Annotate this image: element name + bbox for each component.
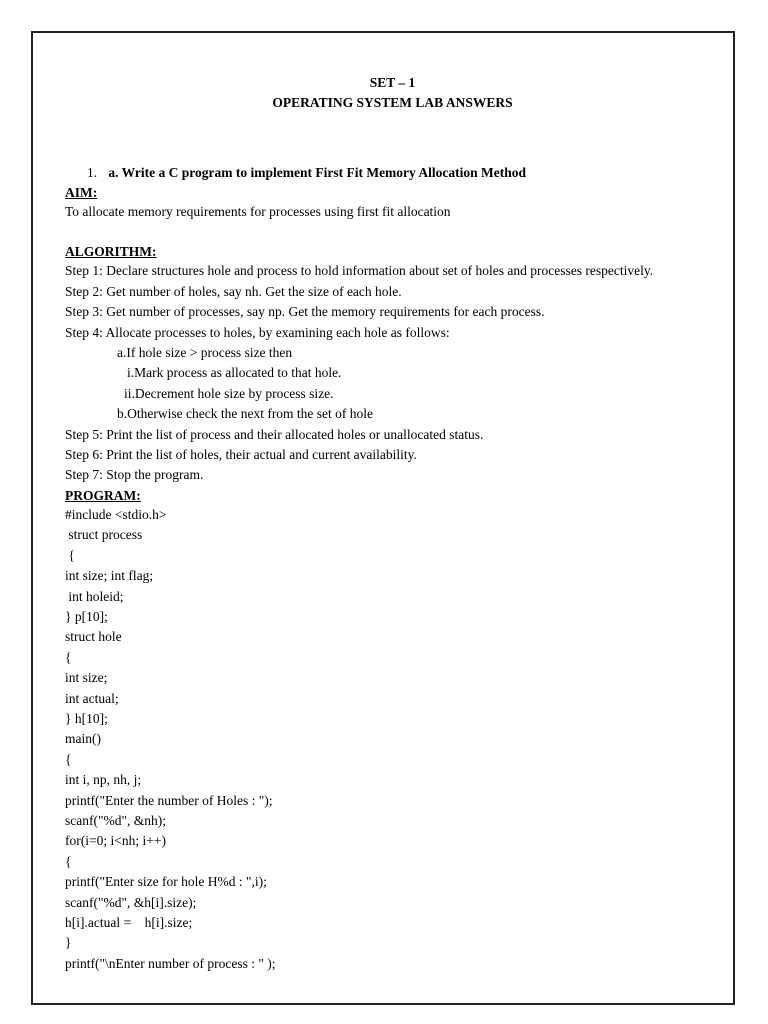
document-content: [65, 73, 720, 974]
code-line: int actual;: [65, 690, 119, 706]
code-line: } h[10];: [65, 710, 108, 726]
algorithm-step-1: Step 1: Declare structures hole and process to hold information about set of holes and processes respectively.: [65, 263, 654, 279]
algorithm-substep-i: i.Mark process as allocated to that hole.: [127, 365, 342, 381]
algorithm-step-7: Step 7: Stop the program.: [65, 467, 204, 483]
code-line: {: [65, 649, 72, 665]
set-title: SET – 1: [369, 75, 416, 90]
code-line: {: [65, 853, 72, 869]
question-text: a. Write a C program to implement First Fit Memory Allocation Method: [108, 165, 527, 180]
question-heading: [65, 163, 720, 183]
code-line: struct process: [65, 527, 143, 543]
code-line: h[i].actual = h[i].size;: [65, 915, 193, 930]
code-line: main(): [65, 731, 101, 747]
code-line: int size; int flag;: [65, 568, 154, 584]
question-number: 1.: [87, 165, 98, 180]
program-code-block: [65, 505, 720, 974]
section-spacer: [65, 222, 720, 242]
code-line: {: [65, 547, 75, 563]
code-line: printf("Enter the number of Holes : ");: [65, 792, 273, 808]
aim-text: To allocate memory requirements for processes using first fit allocation: [65, 204, 451, 219]
algorithm-step-5: Step 5: Print the list of process and their allocated holes or unallocated status.: [65, 426, 484, 442]
document-title: OPERATING SYSTEM LAB ANSWERS: [272, 95, 513, 110]
code-line: for(i=0; i<nh; i++): [65, 833, 166, 849]
aim-heading: AIM:: [65, 185, 98, 200]
algorithm-substep-b: b.Otherwise check the next from the set of hole: [117, 406, 374, 422]
algorithm-substep-ii: ii.Decrement hole size by process size.: [124, 385, 334, 401]
algorithm-heading: ALGORITHM:: [65, 244, 157, 260]
code-line: scanf("%d", &nh);: [65, 812, 166, 828]
algorithm-step-3: Step 3: Get number of processes, say np. Get the memory requirements for each process.: [65, 304, 545, 320]
algorithm-step-4: Step 4: Allocate processes to holes, by examining each hole as follows:: [65, 324, 450, 340]
code-line: int holeid;: [65, 588, 124, 604]
code-line: int i, np, nh, j;: [65, 772, 142, 788]
code-line: #include <stdio.h>: [65, 506, 167, 522]
algorithm-step-6: Step 6: Print the list of holes, their actual and current availability.: [65, 447, 417, 463]
code-line: printf("\nEnter number of process : " );: [65, 955, 276, 971]
code-line: int size;: [65, 670, 108, 686]
code-line: scanf("%d", &h[i].size);: [65, 894, 197, 910]
code-line: printf("Enter size for hole H%d : ",i);: [65, 874, 267, 890]
page-border: [31, 31, 735, 1005]
algorithm-step-2: Step 2: Get number of holes, say nh. Get the size of each hole.: [65, 283, 402, 299]
code-line: {: [65, 751, 72, 767]
program-heading: PROGRAM:: [65, 487, 141, 503]
algorithm-substep-a: a.If hole size > process size then: [117, 345, 293, 361]
code-line: }: [65, 935, 72, 951]
code-line: struct hole: [65, 629, 122, 645]
code-line: } p[10];: [65, 608, 108, 624]
